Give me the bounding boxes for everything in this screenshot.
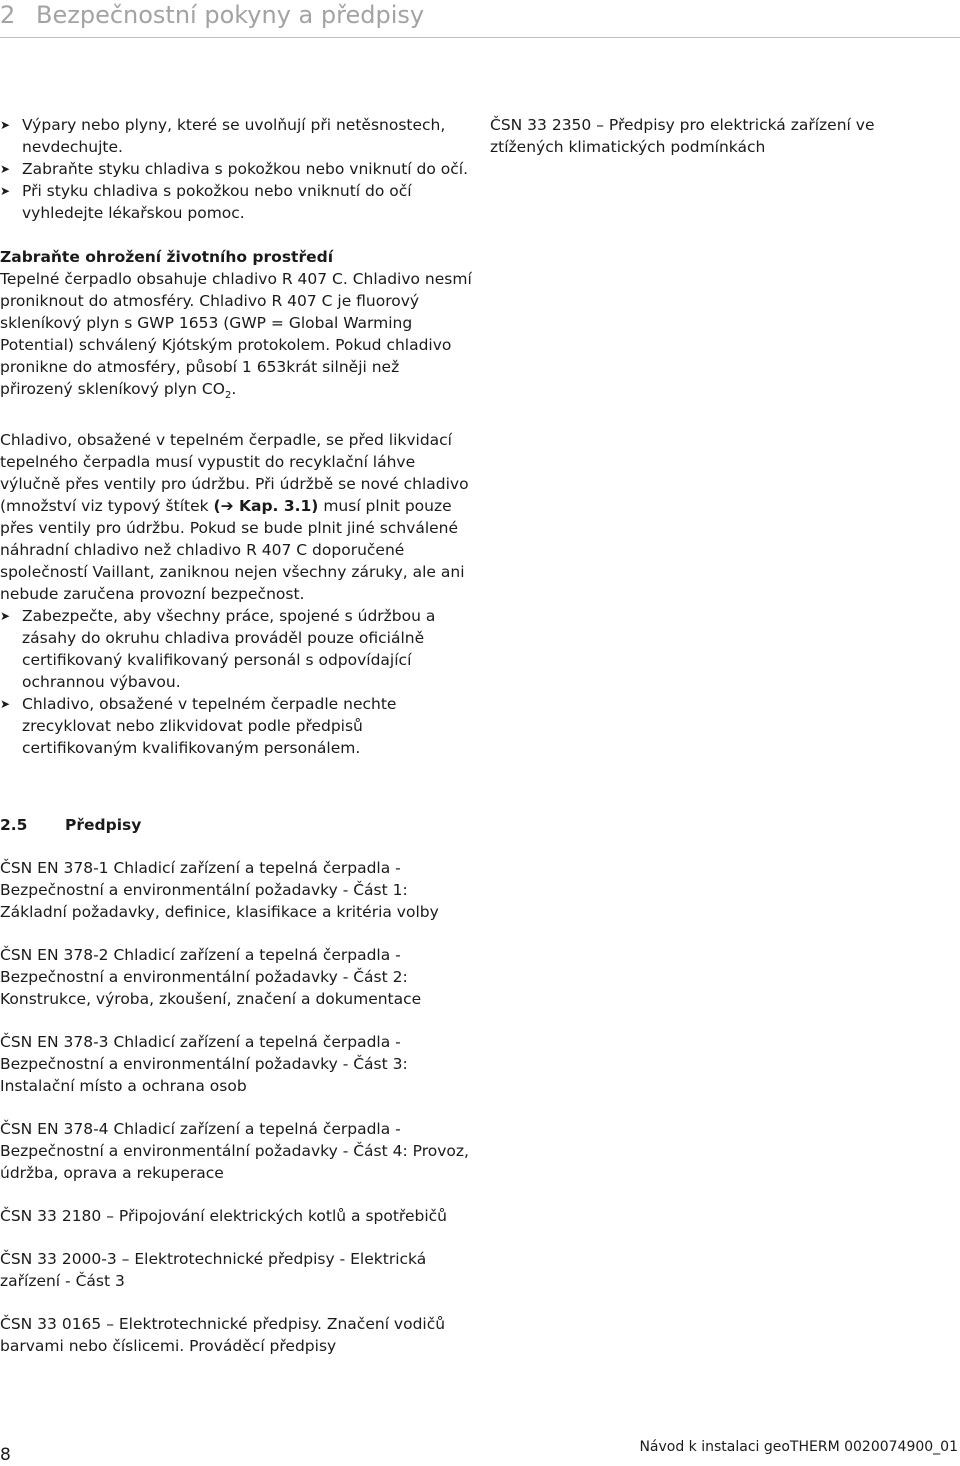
right-standard-text: ČSN 33 2350 – Předpisy pro elektrická zařízení ve ztížených klimatických podmínkách — [490, 116, 875, 156]
bullet-arrow-icon: ➤ — [0, 162, 11, 176]
bullet-text: Výpary nebo plyny, které se uvolňují při netěsnostech, nevdechujte. — [22, 116, 446, 156]
bullet-item — [0, 158, 475, 180]
section-number: 2.5 — [0, 816, 28, 834]
section-title: Předpisy — [65, 816, 142, 834]
standard-item: ČSN EN 378-1 Chladicí zařízení a tepelná čerpadla - Bezpečnostní a environmentální požadavky - Část 1: Základní požadavky, definice, klasifikace a kritéria volby — [0, 859, 439, 921]
standard-item: ČSN EN 378-2 Chladicí zařízení a tepelná čerpadla - Bezpečnostní a environmentální požadavky - Část 2: Konstrukce, výroba, zkoušení, značení a dokumentace — [0, 946, 422, 1008]
bullet-text: Zabraňte styku chladiva s pokožkou nebo vniknutí do očí. — [22, 160, 469, 178]
bullet-item — [0, 114, 475, 158]
disposal-text-1: Chladivo, obsažené v tepelném čerpadle, se před likvidací tepelného čerpadla musí vypustit do recyklační láhve výlučně přes ventily pro údržbu. Při údržbě se nové chladivo (množství viz typový štítek — [0, 431, 469, 516]
chapter-number: 2 — [0, 1, 16, 29]
bullet-arrow-icon: ➤ — [0, 609, 11, 624]
env-text-end: . — [231, 380, 237, 398]
disposal-text-2: musí plnit pouze přes ventily pro údržbu. Pokud se bude plnit jiné schválené náhradní chladivo než chladivo R 407 C doporučené společností Vaillant, zaniknou nejen všechny záruky, ale ani nebude zaručena provozní bezpečnost. — [0, 497, 465, 604]
bullet-text: Chladivo, obsažené v tepelném čerpadle nechte zrecyklovat nebo zlikvidovat podle předpisů certifikovaným kvalifikovaným personálem. — [22, 695, 397, 758]
section-heading — [0, 814, 141, 836]
bullet-item — [0, 180, 475, 224]
right-column — [490, 114, 920, 158]
page-number: 8 — [0, 1445, 11, 1465]
bullet-arrow-icon: ➤ — [0, 184, 11, 198]
left-column — [0, 114, 475, 759]
standard-item: ČSN 33 2000-3 – Elektrotechnické předpisy - Elektrická zařízení - Část 3 — [0, 1250, 427, 1290]
bullet-text: Zabezpečte, aby všechny práce, spojené s údržbou a zásahy do okruhu chladiva prováděl pouze oficiálně certifikovaný kvalifikovaný personál s odpovídající ochrannou výbavou. — [22, 607, 436, 692]
chapter-title: Bezpečnostní pokyny a předpisy — [36, 1, 425, 29]
standard-item: ČSN 33 0165 – Elektrotechnické předpisy. Značení vodičů barvami nebo číslicemi. Prováděcí předpisy — [0, 1315, 446, 1355]
bullet-arrow-icon: ➤ — [0, 697, 11, 712]
env-text: Tepelné čerpadlo obsahuje chladivo R 407 C. Chladivo nesmí proniknout do atmosféry. Chladivo R 407 C je fluorový skleníkový plyn s GWP 1653 (GWP = Global Warming Potential) schválený Kjótským protokolem. Pokud chladivo pronikne do atmosféry, působí 1 653krát silněji než přirozený skleníkový plyn CO — [0, 270, 472, 398]
chapter-heading — [0, 0, 424, 30]
standards-list — [0, 857, 475, 1378]
standard-item: ČSN EN 378-4 Chladicí zařízení a tepelná čerpadla - Bezpečnostní a environmentální požadavky - Část 4: Provoz, údržba, oprava a rekuperace — [0, 1120, 469, 1182]
standard-item: ČSN 33 2180 – Připojování elektrických kotlů a spotřebičů — [0, 1207, 447, 1225]
bullet-item — [0, 693, 475, 759]
disposal-paragraph — [0, 429, 475, 605]
env-heading: Zabraňte ohrožení životního prostředí — [0, 248, 334, 266]
bullet-item — [0, 605, 475, 693]
bullet-arrow-icon: ➤ — [0, 118, 11, 132]
standard-item: ČSN EN 378-3 Chladicí zařízení a tepelná čerpadla - Bezpečnostní a environmentální požadavky - Část 3: Instalační místo a ochrana osob — [0, 1033, 408, 1095]
env-text-subscript: 2 — [224, 390, 232, 402]
footer-doc-info: Návod k instalaci geoTHERM 0020074900_01 — [639, 1439, 958, 1455]
bullet-text: Při styku chladiva s pokožkou nebo vniknutí do očí vyhledejte lékařskou pomoc. — [22, 182, 412, 222]
chapter-reference-link[interactable]: (➔ Kap. 3.1) — [213, 497, 319, 516]
env-paragraph — [0, 268, 475, 407]
